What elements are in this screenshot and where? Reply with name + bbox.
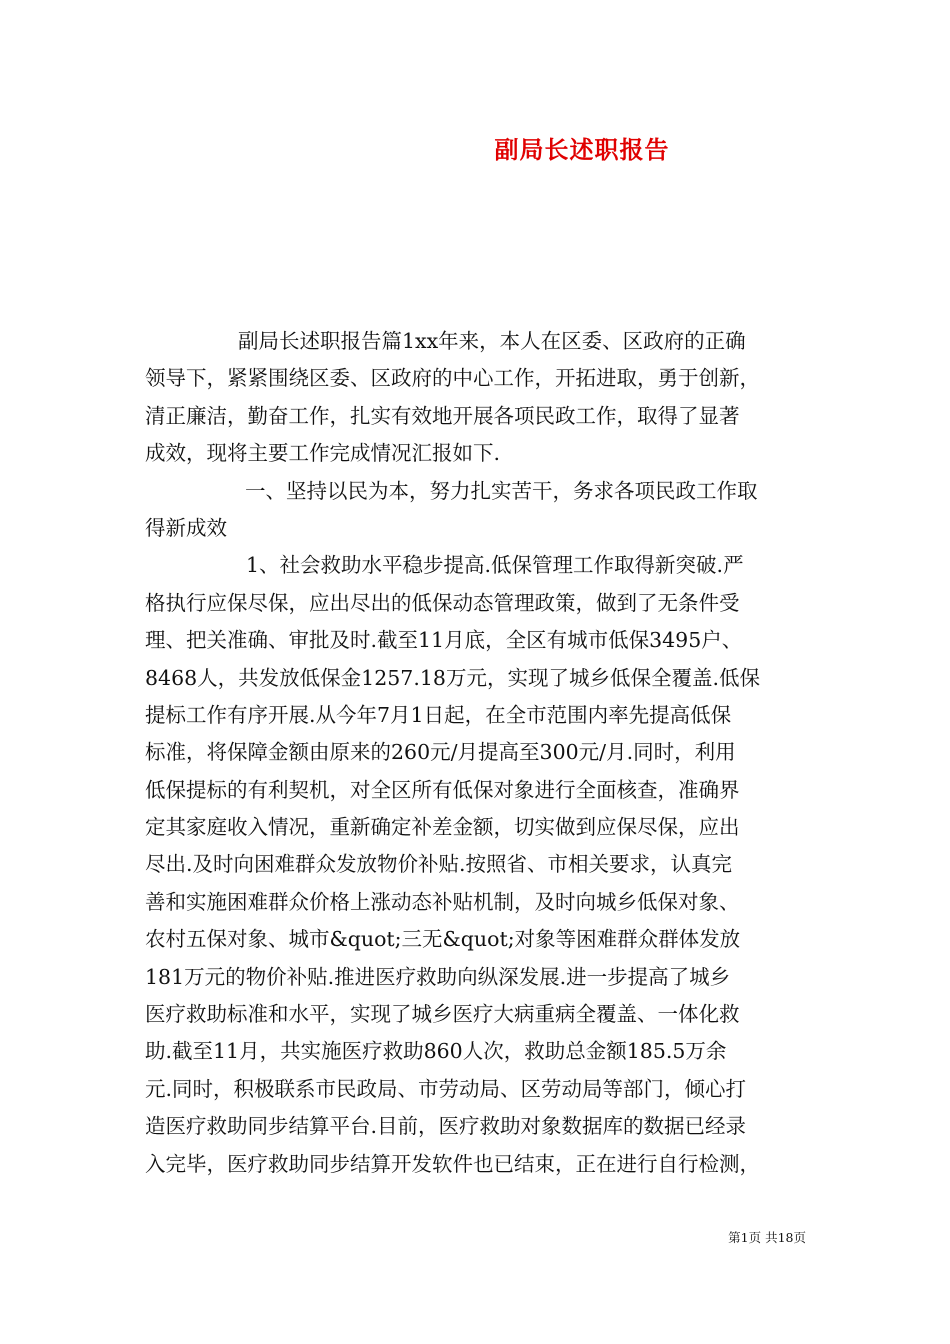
text-line: 领导下，紧紧围绕区委、区政府的中心工作，开拓进取，勇于创新， <box>145 366 760 391</box>
text-line: 理、把关准确、审批及时.截至11月底，全区有城市低保3495户、 <box>145 628 743 653</box>
section-heading-line: 一、坚持以民为本，努力扎实苦干，务求各项民政工作取 <box>245 478 758 503</box>
text-line: 元.同时，积极联系市民政局、市劳动局、区劳动局等部门，倾心打 <box>145 1076 747 1101</box>
text-line: 助.截至11月，共实施医疗救助860人次，救助总金额185.5万余 <box>145 1039 727 1064</box>
text-line: 标准，将保障金额由原来的260元/月提高至300元/月.同时，利用 <box>145 740 736 765</box>
text-line: 181万元的物价补贴.推进医疗救助向纵深发展.进一步提高了城乡 <box>145 964 731 989</box>
text-line: 清正廉洁，勤奋工作，扎实有效地开展各项民政工作，取得了显著 <box>145 403 740 428</box>
text-line: 入完毕，医疗救助同步结算开发软件也已结束，正在进行自行检测， <box>145 1151 760 1176</box>
text-line: 1、社会救助水平稳步提高.低保管理工作取得新突破.严 <box>246 553 744 578</box>
text-line: 提标工作有序开展.从今年7月1日起，在全市范围内率先提高低保 <box>145 702 732 727</box>
section-heading-line: 得新成效 <box>145 515 227 540</box>
text-line: 农村五保对象、城市&quot;三无&quot;对象等困难群众群体发放 <box>145 927 741 952</box>
text-line: 成效，现将主要工作完成情况汇报如下. <box>145 441 501 466</box>
text-line: 尽出.及时向困难群众发放物价补贴.按照省、市相关要求，认真完 <box>145 852 733 877</box>
text-line: 善和实施困难群众价格上涨动态补贴机制，及时向城乡低保对象、 <box>145 889 740 914</box>
document-body <box>145 323 810 1183</box>
text-line: 低保提标的有利契机，对全区所有低保对象进行全面核查，准确界 <box>145 777 740 802</box>
text-line: 格执行应保尽保，应出尽出的低保动态管理政策，做到了无条件受 <box>145 590 740 615</box>
text-line: 8468人，共发放低保金1257.18万元，实现了城乡低保全覆盖.低保 <box>145 665 760 690</box>
text-line: 造医疗救助同步结算平台.目前，医疗救助对象数据库的数据已经录 <box>145 1114 747 1139</box>
text-line: 医疗救助标准和水平，实现了城乡医疗大病重病全覆盖、一体化救 <box>145 1002 740 1027</box>
text-line: 副局长述职报告篇1xx年来，本人在区委、区政府的正确 <box>238 329 746 353</box>
text-line: 定其家庭收入情况，重新确定补差金额，切实做到应保尽保，应出 <box>145 815 740 840</box>
document-title: 副局长述职报告 <box>494 135 670 164</box>
page-footer: 第1页 共18页 <box>728 1230 806 1245</box>
